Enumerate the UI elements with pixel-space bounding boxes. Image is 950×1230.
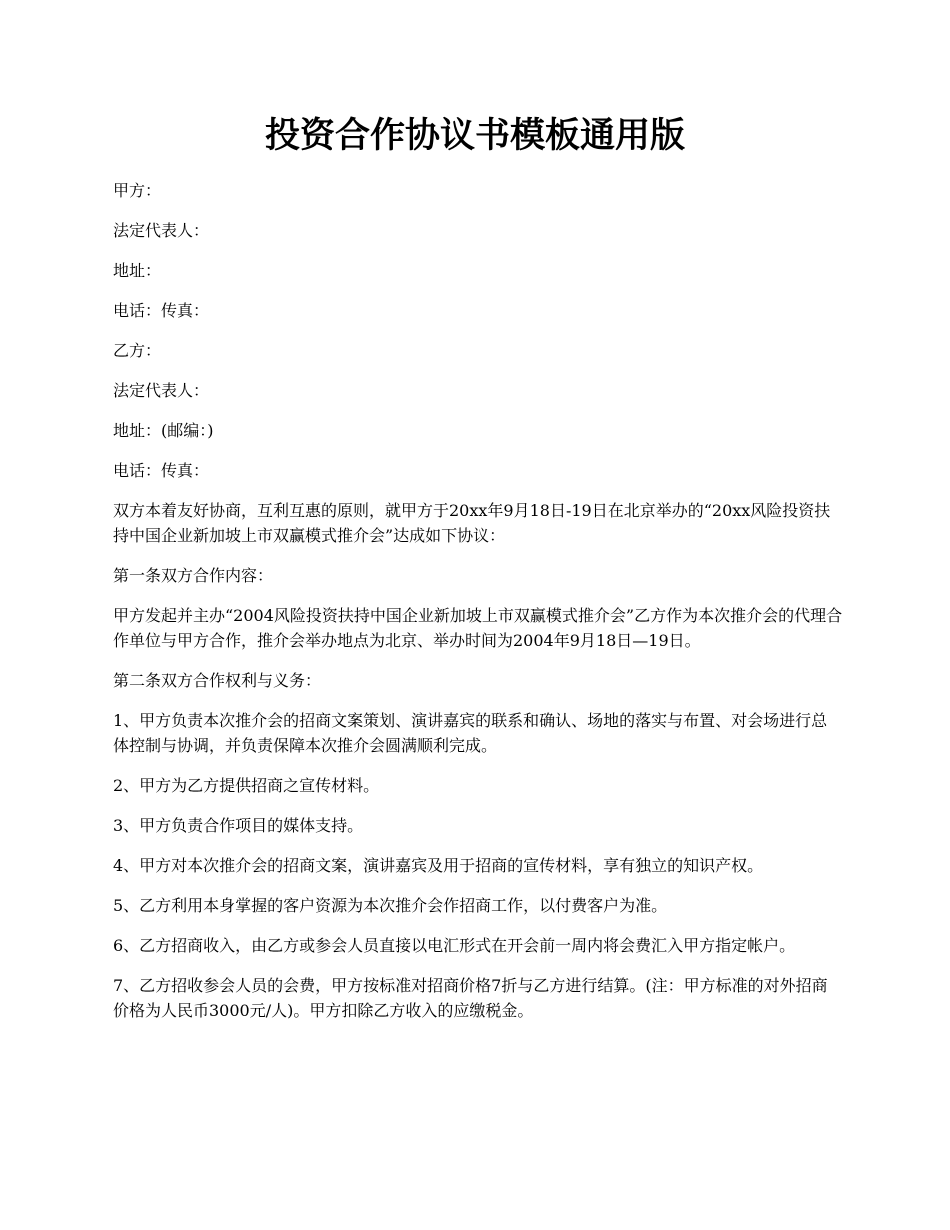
clause-3: 3、甲方负责合作项目的媒体支持。 bbox=[113, 816, 364, 835]
document-title: 投资合作协议书模板通用版 bbox=[264, 115, 685, 156]
clause-4: 4、甲方对本次推介会的招商文案，演讲嘉宾及用于招商的宣传材料，享有独立的知识产权。 bbox=[113, 856, 764, 875]
party-b-phone-fax: 电话：传真： bbox=[113, 461, 210, 480]
article-2-heading: 第二条双方合作权利与义务： bbox=[113, 671, 322, 690]
party-a-address: 地址： bbox=[113, 261, 162, 280]
clause-6: 6、乙方招商收入，由乙方或参会人员直接以电汇形式在开会前一周内将会费汇入甲方指定帐户。 bbox=[113, 936, 796, 955]
party-b-label: 乙方： bbox=[113, 341, 162, 360]
clause-5: 5、乙方利用本身掌握的客户资源为本次推介会作招商工作，以付费客户为准。 bbox=[113, 896, 668, 915]
party-a-label: 甲方： bbox=[113, 181, 162, 200]
party-a-representative: 法定代表人： bbox=[113, 221, 210, 240]
clause-2: 2、甲方为乙方提供招商之宣传材料。 bbox=[113, 776, 380, 795]
party-b-address: 地址：(邮编：) bbox=[113, 421, 214, 440]
agreement-preamble: 双方本着友好协商，互利互惠的原则，就甲方于20xx年9月18日-19日在北京举办的“20xx风险投资扶持中国企业新加坡上市双赢模式推介会”达成如下协议： bbox=[113, 501, 831, 545]
party-a-phone-fax: 电话：传真： bbox=[113, 301, 210, 320]
clause-1: 1、甲方负责本次推介会的招商文案策划、演讲嘉宾的联系和确认、场地的落实与布置、对会场进行总体控制与协调，并负责保障本次推介会圆满顺利完成。 bbox=[113, 711, 828, 755]
article-1-content: 甲方发起并主办“2004风险投资扶持中国企业新加坡上市双赢模式推介会”乙方作为本次推介会的代理合作单位与甲方合作，推介会举办地点为北京、举办时间为2004年9月18日—19日。 bbox=[113, 606, 843, 650]
article-1-heading: 第一条双方合作内容： bbox=[113, 566, 274, 585]
document-body bbox=[113, 178, 843, 1038]
party-b-representative: 法定代表人： bbox=[113, 381, 210, 400]
clause-7: 7、乙方招收参会人员的会费，甲方按标准对招商价格7折与乙方进行结算。(注：甲方标准的对外招商价格为人民币3000元/人)。甲方扣除乙方收入的应缴税金。 bbox=[113, 976, 828, 1020]
